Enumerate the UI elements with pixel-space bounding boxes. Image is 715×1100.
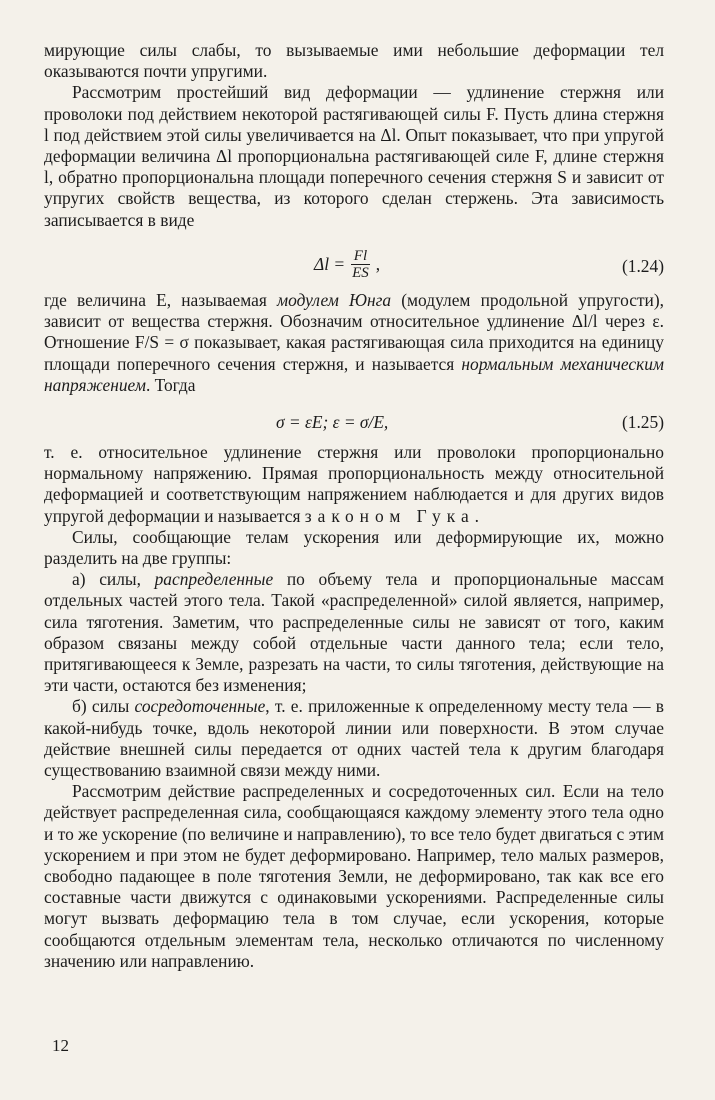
emphasis-young-modulus: модулем Юнга	[277, 290, 392, 310]
formula-numerator: Fl	[351, 248, 370, 265]
formula-1-24	[44, 244, 664, 290]
formula-block-1-24	[44, 244, 664, 290]
paragraph-force-groups: Силы, сообщающие телам ускорения или деформирующие их, можно разделить на две группы:	[44, 526, 664, 569]
formula-fraction	[349, 248, 372, 281]
formula-1-25	[44, 412, 664, 442]
formula-denominator: ES	[352, 265, 369, 281]
text-part-1	[44, 40, 664, 231]
formula-number: (1.25)	[621, 412, 664, 432]
text-part-3	[44, 442, 664, 972]
page-number: 12	[52, 1036, 69, 1055]
paragraph-continuation: мирующие силы слабы, то вызываемые ими небольшие деформации тел оказываются почти упругими.	[44, 40, 664, 82]
formula-block-1-25	[44, 412, 664, 442]
formula-number: (1.24)	[621, 256, 664, 276]
paragraph-action-of-forces: Рассмотрим действие распределенных и сосредоточенных сил. Если на тело действует распределенная сила, сообщающаяся каждому элементу этого тела одно и то же ускорение (по величине и направлению), то все тело будет двигаться с этим ускорением и при этом не будет деформировано. Например, тело малых размеров, свободно падающее в поле тяготения Земли, не деформировано, так как все его составные части движутся с одинаковыми ускорениями. Распределенные силы могут вызвать деформацию тела в том случае, если ускорения, которые сообщаются отдельным элементам тела, несколько отличаются по численному значению или направлению.	[44, 781, 664, 971]
emphasis-concentrated: сосредоточенные	[134, 696, 266, 717]
paragraph-distributed-forces: а) силы, распределенные по объему тела и пропорциональные массам отдельных частей этого тела. Такой «распределенной» силой является, например, сила тяготения. Заметим, что распределенные силы не зависят от того, каким образом связаны между собой отдельные части данного тела; если тело, притягивающееся к Земле, разрезать на части, то силы тяготения, действующие на эти части, остаются без изменения;	[44, 569, 664, 696]
formula-expression: σ = εE; ε = σ/E,	[276, 412, 389, 432]
text-part-2	[44, 290, 664, 396]
paragraph-concentrated-forces: б) силы сосредоточенные, т. е. приложенные к определенному месту тела — в какой-нибудь точке, вдоль некоторой линии или поверхности. В этом случае действие внешней силы передается от одних частей тела к другим благодаря существованию взаимной связи между ними.	[44, 696, 664, 781]
emphasis-normal-stress: нормальным механическим напряжением	[44, 353, 664, 395]
paragraph-young-modulus: где величина E, называемая модулем Юнга (модулем продольной упругости), зависит от вещества стержня. Обозначим относительное удлинение Δl/l через ε. Отношение F/S = σ показывает, какая растягивающая сила приходится на единицу площади поперечного сечения стержня, и называется нормальным механическим напряжением. Тогда	[44, 290, 664, 395]
paragraph-hooke-law: т. е. относительное удлинение стержня или проволоки пропорционально нормальному напряжению. Прямая пропорциональность между относительной деформацией и соответствующим напряжением наблюдается и для других видов упругой деформации и называется законом Гука.	[44, 442, 664, 526]
formula-tail: ,	[375, 253, 381, 274]
emphasis-hooke-law: законом Гука	[304, 505, 475, 526]
formula-lhs: Δl =	[314, 253, 346, 274]
paragraph-rod-deformation: Рассмотрим простейший вид деформации — удлинение стержня или проволоки под действием некоторой растягивающей силы F. Пусть длина стержня l под действием этой силы увеличивается на Δl. Опыт показывает, что при упругой деформации величина Δl пропорциональна растягивающей силе F, длине стержня l, обратно пропорциональна площади поперечного сечения стержня S и зависит от упругих свойств вещества, из которого сделан стержень. Эта зависимость записывается в виде	[44, 82, 664, 230]
emphasis-distributed: распределенные	[154, 569, 274, 590]
